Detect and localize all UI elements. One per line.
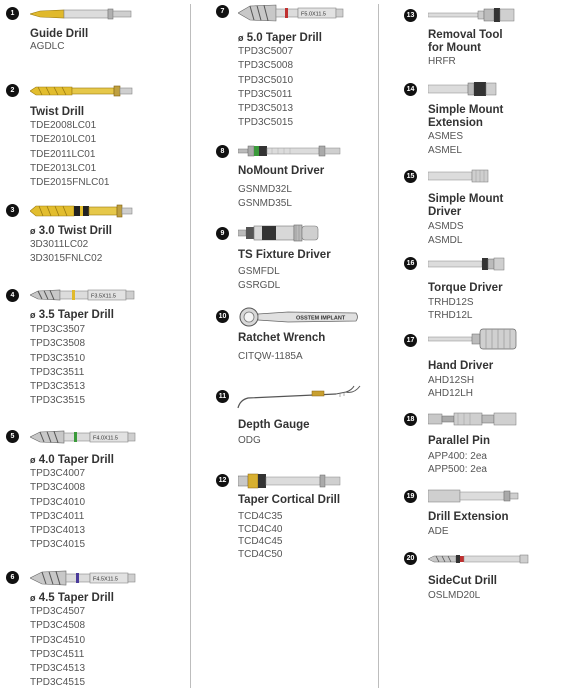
item-number-badge: 17 [404,334,417,347]
item-number-badge: 2 [6,84,19,97]
item-number-badge: 12 [216,474,229,487]
item-number-badge: 18 [404,413,417,426]
item-code: TPD3C4508 [30,620,86,632]
item-codes [238,434,261,448]
item-code: AGDLC [30,41,65,52]
item-codes [238,45,293,131]
item-codes [428,589,480,603]
simple-mount-driver-image [428,167,492,185]
item-code: TRHD12S [428,297,474,308]
diameter-symbol: ø [30,455,36,465]
item-codes [30,467,85,553]
item-name: TS Fixture Driver [238,249,331,261]
item-code: TCD4C40 [238,523,283,535]
item-number-badge: 11 [216,390,229,403]
item-codes [428,451,487,476]
item-codes [428,55,456,69]
diameter-symbol: ø [238,33,244,43]
item-name-text: 3.5 Taper Drill [38,309,114,321]
column-divider-right [378,4,379,688]
parallel-pin-image [428,409,520,429]
column-divider-left [190,4,191,688]
item-codes [428,525,449,539]
item-name: Drill Extension [428,511,509,523]
item-name: Removal Tool for Mount [428,29,503,54]
item-name: Hand Driver [428,360,494,372]
item-code: ODG [238,435,261,446]
item-number-badge: 9 [216,227,229,240]
item-name: Simple Mount Driver [428,193,504,218]
item-code: TPD3C5011 [238,88,293,100]
item-name [30,592,114,605]
item-codes [238,265,280,294]
item-code: APP500: 2ea [428,463,487,475]
item-number-badge: 6 [6,571,19,584]
item-code: TPD3C5008 [238,60,294,72]
drill-marking: F4.0X11.5 [93,435,118,442]
item-codes [238,183,292,212]
item-code: TPD3C4015 [30,539,86,551]
item-number-badge: 20 [404,552,417,565]
item-code: TPD3C3508 [30,338,86,350]
item-code: GSNMD32L [238,184,292,195]
item-code: TPD3C3511 [30,366,85,378]
drill-marking: F3.5X11.5 [91,293,116,300]
drill-extension-image [428,487,520,505]
diameter-symbol: ø [30,226,36,236]
item-code: ASMEL [428,145,462,157]
item-code: GSMFDL [238,266,280,277]
item-name: SideCut Drill [428,575,498,587]
item-name [30,225,112,238]
item-code: OSLMD20L [428,590,481,601]
item-codes [428,220,464,249]
item-code: TPD3C4011 [30,510,85,522]
item-codes [30,40,64,54]
item-code: TPD3C5015 [238,117,294,129]
item-name: Twist Drill [30,106,85,118]
item-code: TDE2008LC01 [30,120,97,131]
item-code: HRFR [428,56,456,67]
item-code: TDE2013LC01 [30,162,97,174]
item-codes [238,511,282,561]
drill-marking: F4.5X11.5 [93,576,118,583]
item-number-badge: 14 [404,83,417,96]
item-code: TPD3C4013 [30,525,86,537]
item-code: TPD3C4007 [30,468,86,479]
item-codes [428,297,474,322]
item-name: Depth Gauge [238,419,310,431]
item-name-text: 4.5 Taper Drill [38,592,114,604]
3-5-taper-drill-image [30,287,136,303]
item-code: AHD12SH [428,375,475,386]
4-0-taper-drill-image [30,428,136,446]
item-code: TPD3C4513 [30,663,86,675]
guide-drill-image [30,7,134,21]
item-code: TPD3C4515 [30,677,86,689]
item-name-text: 5.0 Taper Drill [246,32,322,44]
5-0-taper-drill-image [238,2,344,24]
item-number-badge: 5 [6,430,19,443]
diameter-symbol: ø [30,593,36,603]
diameter-symbol: ø [30,310,36,320]
nomount-driver-image [238,143,342,159]
item-code: ASMDS [428,221,464,232]
item-name: Parallel Pin [428,435,491,447]
item-code: GSRGDL [238,280,281,292]
item-name [238,32,322,45]
item-code: ASMES [428,131,464,142]
item-code: ASMDL [428,235,463,247]
3-0-twist-drill-image [30,203,134,219]
item-name: Guide Drill [30,28,89,40]
simple-mount-extension-image [428,79,498,99]
item-code: TPD3C5010 [238,74,294,86]
item-code: TPD3C4008 [30,482,86,494]
item-name-text: 3.0 Twist Drill [38,225,112,237]
item-number-badge: 15 [404,170,417,183]
item-code: TPD3C3510 [30,352,86,364]
item-number-badge: 8 [216,145,229,158]
item-code: TDE2011LC01 [30,148,96,160]
item-name: Ratchet Wrench [238,332,326,344]
item-code: TPD3C5013 [238,103,294,115]
item-code: TPD3C4010 [30,496,86,508]
torque-driver-image [428,255,506,273]
item-number-badge: 1 [6,7,19,20]
twist-drill-image [30,84,134,98]
item-codes [30,119,109,190]
item-code: CITQW-1185A [238,351,303,362]
item-code: TDE2015FNLC01 [30,177,110,189]
item-code: TRHD12L [428,309,473,321]
item-code: TPD3C5007 [238,46,294,57]
item-code: GSNMD35L [238,198,292,210]
item-code: TPD3C3515 [30,395,86,407]
item-name: Simple Mount Extension [428,104,504,129]
item-code: 3D3015FNLC02 [30,253,103,265]
item-codes [30,605,85,691]
item-code: TCD4C50 [238,548,283,560]
drill-marking: F5.0X11.5 [301,11,326,18]
item-code: TPD3C3507 [30,324,86,335]
item-code: AHD12LH [428,387,474,399]
4-5-taper-drill-image [30,568,136,588]
item-number-badge: 19 [404,490,417,503]
item-number-badge: 13 [404,9,417,22]
item-codes [238,350,303,364]
item-number-badge: 3 [6,204,19,217]
wrench-brand: OSSTEM IMPLANT [296,315,346,322]
removal-tool-image [428,6,518,24]
item-code: TPD3C3513 [30,381,86,393]
hand-driver-image [428,326,520,352]
item-code: TPD3C4511 [30,648,85,660]
item-codes [30,323,85,409]
item-name: NoMount Driver [238,165,325,177]
item-number-badge: 16 [404,257,417,270]
item-code: 3D3011LC02 [30,239,89,250]
item-code: TPD3C4510 [30,634,86,646]
item-codes [428,130,463,159]
item-code: TCD4C35 [238,511,283,522]
depth-gauge-image [236,382,364,412]
item-codes [30,238,102,267]
item-number-badge: 4 [6,289,19,302]
taper-cortical-drill-image [238,471,342,491]
ts-fixture-driver-image [238,223,322,243]
item-code: TPD3C4507 [30,606,86,617]
item-name: Torque Driver [428,282,503,294]
item-code: ADE [428,526,449,537]
item-name [30,454,114,467]
item-code: APP400: 2ea [428,451,487,462]
item-name: Taper Cortical Drill [238,494,341,506]
item-code: TDE2010LC01 [30,134,97,146]
ratchet-wrench-image [238,306,360,328]
sidecut-drill-image [428,551,530,567]
item-name [30,309,114,322]
item-name-text: 4.0 Taper Drill [38,454,114,466]
item-codes [428,375,474,400]
item-code: TCD4C45 [238,536,283,547]
item-number-badge: 10 [216,310,229,323]
item-number-badge: 7 [216,5,229,18]
